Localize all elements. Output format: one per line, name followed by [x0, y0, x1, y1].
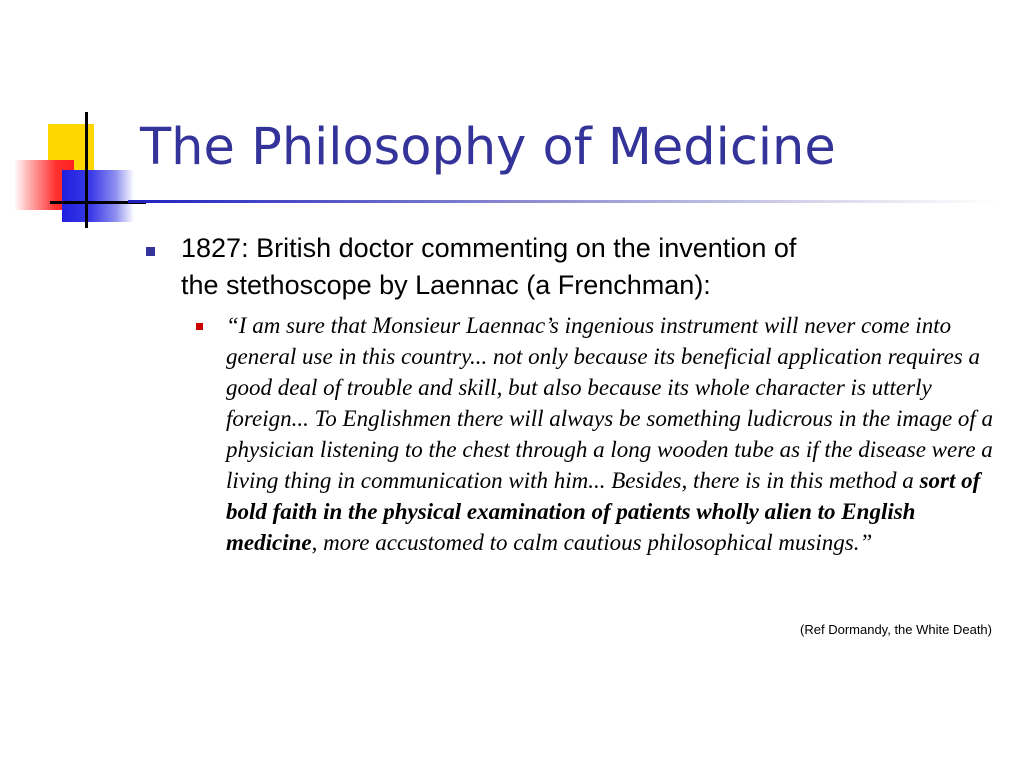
corner-squares-logo-icon — [0, 0, 150, 240]
bullet-level1-line1: 1827: British doctor commenting on the invention of — [181, 233, 797, 263]
slide-title: The Philosophy of Medicine — [140, 118, 836, 177]
quote-part2: , more accustomed to calm cautious philosophical musings.” — [311, 530, 873, 555]
vertical-line — [85, 112, 88, 228]
title-underline — [128, 200, 998, 203]
blue-square — [62, 170, 134, 222]
quote-text — [226, 310, 994, 558]
reference-note: (Ref Dormandy, the White Death) — [800, 622, 992, 637]
bullet-level1-text — [181, 230, 991, 304]
red-square-bullet-icon — [196, 323, 203, 330]
quote-part1: “I am sure that Monsieur Laennac’s ingenious instrument will never come into general use in this country... not only because its beneficial application requires a good deal of trouble and skill, but also because its whole character is utterly foreign... To Englishmen there will always be something ludicrous in the image of a physician listening to the chest through a long wooden tube as if the disease were a living thing in communication with him... Besides, there is in this method a — [226, 313, 994, 493]
bullet-level1-line2: the stethoscope by Laennac (a Frenchman): — [181, 270, 711, 300]
quote-bold: sort of bold faith in the physical examination of patients wholly alien to English medicine — [226, 468, 981, 555]
square-bullet-icon — [146, 247, 155, 256]
